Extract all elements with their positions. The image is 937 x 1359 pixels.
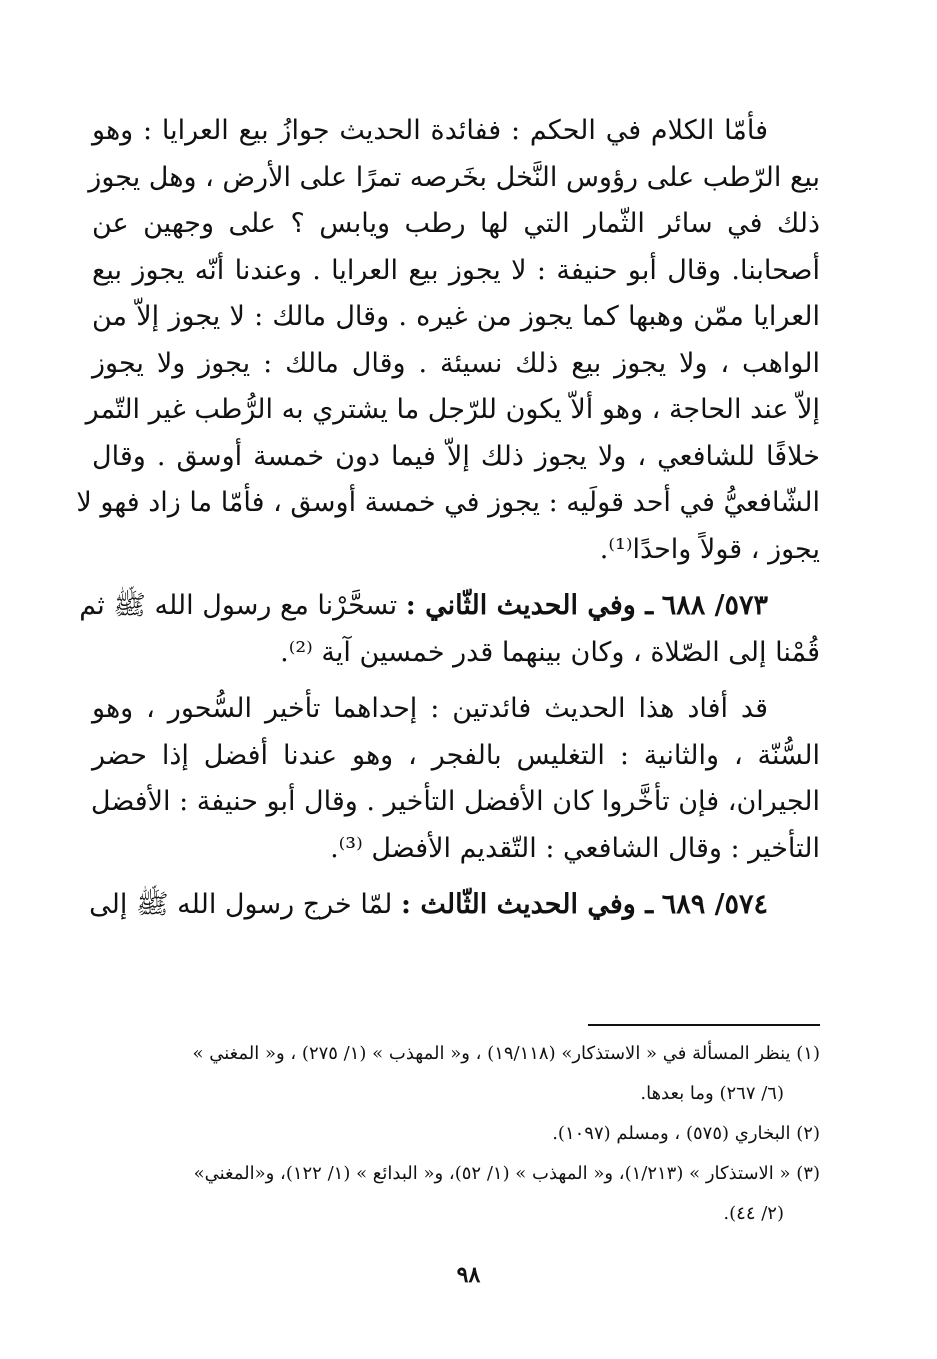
footnote-3: (٣) « الاستذكار » (١/٢١٣)، و« المهذب » (١/ ٥٢)، و« البدائع » (١/ ١٢٢)، و«المغني» — [193, 1163, 820, 1184]
text-line: فأمّا الكلام في الحكم : ففائدة الحديث جوازُ بيع العرايا : وهو — [92, 115, 768, 146]
footnotes — [92, 1034, 820, 1234]
text-line: الواهب ، ولا يجوز بيع ذلك نسيئة . وقال مالك : يجوز ولا يجوز — [92, 347, 820, 379]
text-line: قُمْنا إلى الصّلاة ، وكان بينهما قدر خمسين آية ⁽²⁾. — [280, 636, 820, 668]
text-line: إلاّ عند الحاجة ، وهو ألاّ يكون للرّجل ما يشتري به الرُّطب غير التّمر — [85, 394, 820, 425]
text-line: قد أفاد هذا الحديث فائدتين : إحداهما تأخير السُّحور ، وهو — [92, 693, 768, 724]
hadith-text: تسحَّرْنا مع رسول الله ﷺ ثم — [79, 590, 398, 621]
footnote-1: (١) ينظر المسألة في « الاستذكار» (١٩/١١٨) ، و« المهذب » (١/ ٢٧٥) ، و« المغني » — [192, 1043, 820, 1064]
hadith-heading-line — [89, 882, 820, 929]
text-line: بيع الرّطب على رؤوس النَّخل بخَرصه تمرًا على الأرض ، وهل يجوز — [88, 161, 820, 193]
hadith-number: ٥٧٤/ ٦٨٩ — [661, 889, 768, 920]
hadith-title: ـ وفي الحديث الثّاني : — [405, 590, 654, 621]
text-line: ذلك في سائر الثّمار التي لها رطب ويابس ؟ على وجهين عن — [92, 208, 820, 239]
text-line: التأخير : وقال الشافعي : التّقديم الأفضل ⁽³⁾. — [330, 832, 820, 864]
hadith-text: لمّا خرج رسول الله ﷺ إلى — [89, 889, 393, 920]
hadith-heading-line — [79, 583, 820, 630]
text-line: السُّنّة ، والثانية : التغليس بالفجر ، وهو عندنا أفضل إذا حضر — [92, 739, 820, 771]
text-line: أصحابنا. وقال أبو حنيفة : لا يجوز بيع العرايا . وعندنا أنّه يجوز بيع — [92, 254, 820, 286]
footnote-2: (٢) البخاري (٥٧٥) ، ومسلم (١٠٩٧). — [552, 1123, 820, 1144]
text-line: العرايا ممّن وهبها كما يجوز من غيره . وقال مالك : لا يجوز إلاّ من — [92, 301, 820, 332]
footnote-3-continued: (٢/ ٤٤). — [723, 1203, 784, 1224]
hadith-title: ـ وفي الحديث الثّالث : — [400, 889, 654, 920]
text-line: يجوز ، قولاً واحدًا⁽¹⁾. — [599, 533, 820, 565]
page-number: ٩٨ — [456, 1262, 481, 1288]
hadith-second — [79, 583, 820, 676]
hadith-third — [89, 882, 820, 929]
text-line: خلافًا للشافعي ، ولا يجوز ذلك إلاّ فيما دون خمسة أوسق . وقال — [92, 440, 820, 472]
footnote-1-continued: (٦/ ٢٦٧) وما بعدها. — [640, 1083, 784, 1104]
text-line: الشّافعيُّ في أحد قولَيه : يجوز في خمسة أوسق ، فأمّا ما زاد فهو لا — [76, 487, 820, 518]
paragraph-benefits — [92, 686, 820, 872]
paragraph-ruling — [76, 108, 820, 573]
footnote-separator — [588, 1024, 820, 1026]
text-line: الجيران، فإن تأخَّروا كان الأفضل التأخير . وقال أبو حنيفة : الأفضل — [90, 786, 820, 817]
hadith-number: ٥٧٣/ ٦٨٨ — [661, 590, 768, 621]
main-text — [76, 108, 820, 929]
